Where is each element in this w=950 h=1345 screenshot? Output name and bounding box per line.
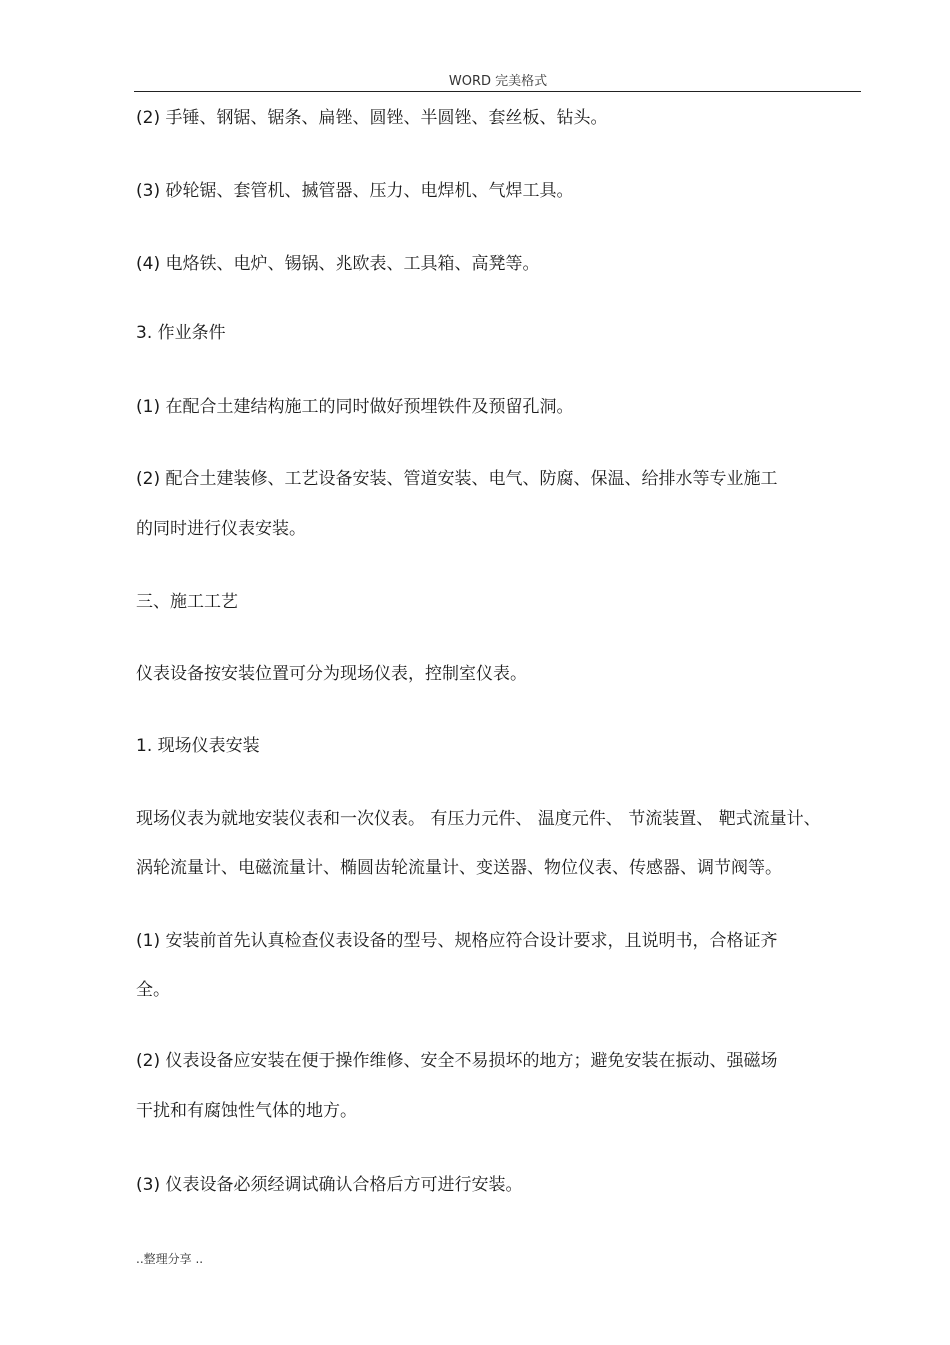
section-heading: 三、施工工艺 xyxy=(136,592,238,612)
text-line: (4) 电烙铁、电炉、锡锅、兆欧表、工具箱、高凳等。 xyxy=(136,254,540,274)
text-line: (3) 仪表设备必须经调试确认合格后方可进行安装。 xyxy=(136,1175,523,1195)
text-line: (1) 安装前首先认真检查仪表设备的型号、规格应符合设计要求，且说明书，合格证齐 xyxy=(136,931,778,951)
text-line: (3) 砂轮锯、套管机、搣管器、压力、电焊机、气焊工具。 xyxy=(136,181,574,201)
text-line: 仪表设备按安装位置可分为现场仪表，控制室仪表。 xyxy=(136,664,527,684)
text-line: 涡轮流量计、电磁流量计、椭圆齿轮流量计、变送器、物位仪表、传感器、调节阀等。 xyxy=(136,858,782,878)
text-line: (2) 配合土建装修、工艺设备安装、管道安装、电气、防腐、保温、给排水等专业施工 xyxy=(136,469,778,489)
header-title: WORD 完美格式 xyxy=(448,74,548,89)
text-line: 全。 xyxy=(136,980,170,1000)
header-divider xyxy=(134,91,861,92)
text-line: 干扰和有腐蚀性气体的地方。 xyxy=(136,1101,357,1121)
section-heading: 3. 作业条件 xyxy=(136,323,226,343)
text-line: 现场仪表为就地安装仪表和一次仪表。 有压力元件、 温度元件、 节流装置、 靶式流量计、 xyxy=(136,809,821,829)
page-footer: ..整理分享 .. xyxy=(136,1252,204,1266)
text-line: (2) 手锤、钢锯、锯条、扁锉、圆锉、半圆锉、套丝板、钻头。 xyxy=(136,108,608,128)
text-line: (1) 在配合土建结构施工的同时做好预埋铁件及预留孔洞。 xyxy=(136,397,574,417)
section-heading: 1. 现场仪表安装 xyxy=(136,736,260,756)
text-line: 的同时进行仪表安装。 xyxy=(136,519,306,539)
text-line: (2) 仪表设备应安装在便于操作维修、安全不易损坏的地方；避免安装在振动、强磁场 xyxy=(136,1051,778,1071)
